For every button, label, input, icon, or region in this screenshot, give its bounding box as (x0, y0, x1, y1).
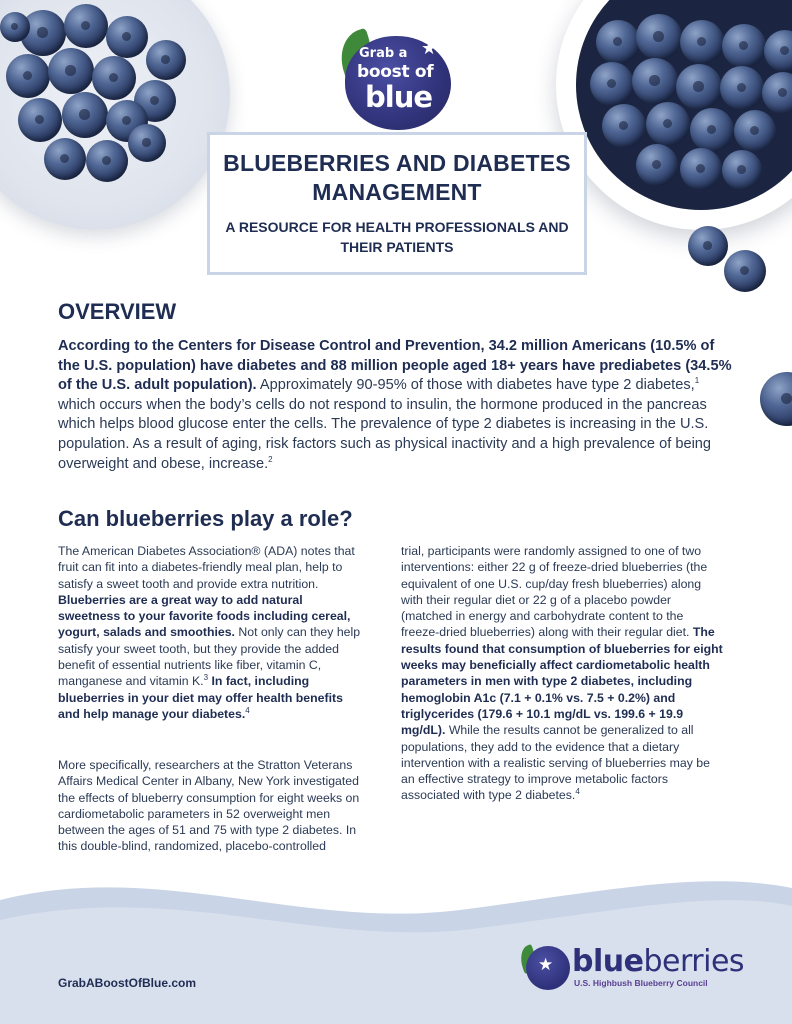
brand-subtitle: U.S. Highbush Blueberry Council (574, 978, 708, 988)
loose-blueberry-image (760, 372, 792, 426)
page-subtitle: A RESOURCE FOR HEALTH PROFESSIONALS AND THEIR PATIENTS (225, 219, 569, 255)
left-column-paragraph-2: More specifically, researchers at the Stratton Veterans Affairs Medical Center in Albany, New York investigated the effects of blueberry consumption for eight weeks on cardiometabolic parameters in 52 overweight men between the ages of 51 and 75 with type 2 diabetes. In this double-blind, randomized, placebo-controlled (58, 758, 360, 854)
brand-bold: blue (572, 944, 644, 979)
reference-marker: 2 (268, 454, 273, 464)
right-column-paragraph (401, 543, 723, 804)
logo-line-1: Grab a (359, 46, 408, 61)
reference-marker: 4 (575, 787, 580, 797)
body-text: trial, participants were randomly assigned to one of two interventions: either 22 g of freeze-dried blueberries (the equivalent of one U.S. cup/day fresh blueberries) along with their regular diet or 22 g of a placebo powder (matched in energy and carbohydrate content to the freeze-dried blueberries) along with their regular diet. (401, 544, 708, 640)
body-text: Not only can they help satisfy your sweet tooth, but they provide the added benefit of essential nutrients like fiber, vitamin C, manganese and vitamin K. (58, 625, 361, 689)
grab-a-boost-of-blue-logo (339, 30, 455, 132)
blueberry-bowl-image (556, 0, 792, 230)
reference-marker: 1 (694, 376, 700, 386)
brand-wordmark (572, 944, 744, 979)
logo-line-2: boost of (357, 62, 434, 82)
logo-line-3: blue (365, 80, 433, 114)
body-text: The American Diabetes Association® (ADA) notes that fruit can fit into a diabetes-friendly meal plan, help to satisfy a sweet tooth and provide extra nutrition. (58, 544, 355, 591)
section-heading: Can blueberries play a role? (58, 506, 353, 531)
reference-marker: 4 (245, 705, 250, 715)
loose-blueberry-image (724, 250, 766, 292)
loose-blueberry-image (688, 226, 728, 266)
star-icon: ★ (538, 955, 554, 974)
body-bold-text: The results found that consumption of blueberries for eight weeks may beneficially affect cardiometabolic health parameters in men with type 2 diabetes, including hemoglobin A1c (7.1 + 0.1% vs. 7.5 + 0.2%) and triglycerides (179.6 + 10.1 mg/dL vs. 199.6 + 19.9 mg/dL). (401, 625, 723, 738)
overview-bold-intro: According to the Centers for Disease Control and Prevention, 34.2 million Americans (10.5% of the U.S. population) have diabetes and 88 million people aged 18+ years have prediabetes (34.5% of the U.S. adult population). (58, 338, 732, 394)
star-icon: ★ (421, 38, 438, 58)
body-bold-text: Blueberries are a great way to add natural sweetness to your favorite foods including cereal, yogurt, salads and smoothies. (58, 592, 351, 640)
overview-text-a: Approximately 90-95% of those with diabetes have type 2 diabetes, (256, 377, 695, 394)
left-column-paragraph-1 (58, 543, 363, 722)
overview-text-b: which occurs when the body’s cells do not respond to insulin, the hormone produced in the pancreas which helps blood glucose enter the cells. The prevalence of type 2 diabetes is increasing in the U.S. population. As a result of aging, risk factors such as physical inactivity and a high prevalence of being overweight and obese, increase. (58, 396, 712, 472)
blueberry-cup-image (0, 0, 230, 230)
reference-marker: 3 (203, 673, 209, 683)
overview-paragraph (58, 337, 740, 474)
brand-light: berries (643, 944, 745, 979)
website-link[interactable]: GrabABoostOfBlue.com (58, 976, 197, 990)
blueberries-council-logo (520, 942, 745, 994)
page-title: BLUEBERRIES AND DIABETES MANAGEMENT (223, 150, 571, 205)
body-text: While the results cannot be generalized to all populations, they add to the evidence that a dietary intervention with a realistic serving of blueberries may be an effective strategy to improve metabolic factors associated with type 2 diabetes. (401, 723, 710, 803)
title-box (207, 132, 587, 275)
overview-heading: OVERVIEW (58, 299, 177, 324)
body-bold-text: In fact, including blueberries in your diet may offer health benefits and help manage your diabetes. (58, 674, 343, 721)
